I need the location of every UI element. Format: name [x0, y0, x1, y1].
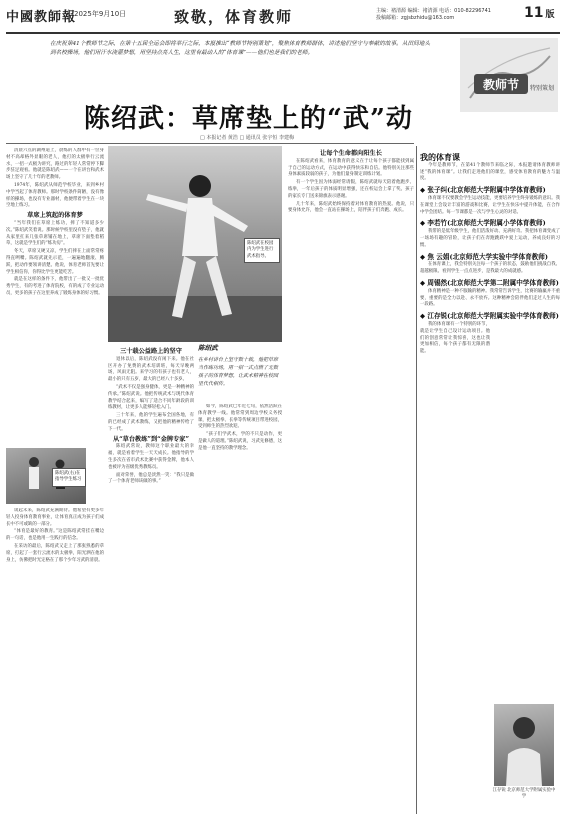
article-column-4 [288, 148, 414, 814]
teacher-heading: ◆ 周锡然(北京师范大学第二附属中学体育教师) [420, 278, 559, 287]
page-number [522, 5, 560, 29]
article-column-1-lower [6, 508, 104, 816]
issue-date: 2025年9月10日 [74, 10, 127, 18]
paragraph: 陈绍武常说，教师这个职业最大的幸福，就是看着学生一天天成长。他指导的学生多次在省市武术比赛中获得金牌，他本人也被评为省级优秀教练员。 [108, 444, 194, 470]
subheading: 草席上筑起的体育梦 [27, 212, 83, 220]
paragraph: 三十年来，他的学生遍布全国各地，有的已经成了武术教练，又把他的精神传给了下一代。 [108, 413, 194, 432]
portrait-caption: 江存锐 北京师范大学附属实验中学 [492, 788, 556, 799]
page-number-value: 11 [524, 5, 544, 21]
editor-info [376, 8, 491, 22]
headline-rule [6, 143, 414, 144]
paragraph: 面对荣誉，他总是淡然一笑：“我只是做了一个体育老师该做的事。” [108, 472, 194, 485]
teacher-heading: ◆ 焦 云娟(北京师范大学实验中学体育教师) [420, 252, 548, 261]
paragraph: 在采访的最后，陈绍武又走上了那张熟悉的草席，打起了一套行云流水的太极拳，阳光洒在他的身上，仿佛把时光定格在了那个少年习武的清晨。 [6, 543, 104, 563]
editor-line: 主编：褚清源 编辑：褚清源 电话：010-82296741 [376, 8, 491, 14]
badge-title: 教师节 [482, 78, 520, 92]
article-column-2 [108, 346, 194, 814]
newspaper-logo: 中國教師報 [6, 10, 77, 25]
badge-graphic [460, 38, 558, 112]
article-column-3 [198, 404, 282, 814]
teacher-text: 体育精神是一种不服输的精神。我常常告诉学生，比赛的输赢并不重要，重要的是全力以赴、永不放弃。这种精神会陪伴他们走过人生的每一段路。 [420, 288, 560, 308]
lead-paragraph: 在庆祝第41个教师节之际，在第十五届全运会即将举行之际，本报推出“教师节特别策划”，聚焦体育教师群体，讲述他们坚守与奉献的故事。从田间地头到名校操场，他们用汗水浇灌梦想，用坚持点亮人生，这里有最动人的“体育课”——他们也是我们的老师。 [50, 41, 430, 56]
paragraph: 谈起未来，陈绍武充满期待。他希望有更多年轻人投身体育教育事业，让体育真正成为孩子们成长中不可或缺的一部分。 [6, 508, 104, 527]
paragraph: “当年我们在草席上练功，摔了不知道多少次。”陈绍武笑着说。那时候学校里没有垫子，他就从家里扛来几张草席铺在地上，草席下面垫着稻草，这就是学生们的“练功房”。 [6, 220, 104, 247]
paragraph: 清晨六点的湖州道上，晨练的人群中有一位身材不高却格外显眼的老人，他打的太极拳行云流水，一招一式极为讲究，路过的年轻人常常停下脚步驻足观看。他就是陈绍武——一个在讲台和武术场上坚守了几十年的老教师。 [6, 148, 104, 181]
paragraph: 1974年，陈绍武从师范学校毕业，来到乡村中学当起了体育教师。那时学校条件简陋，没有像样的操场，也没有专业器材，他便带着学生在一块空地上练习。 [6, 182, 104, 209]
teachers-day-badge [460, 38, 558, 112]
sidebar-title: 我的体育课 [420, 152, 460, 162]
section-title: 致敬，体育教师 [174, 8, 294, 26]
pull-quote [198, 342, 282, 388]
paragraph: 退休以后，陈绍武没有闲下来。他在社区开办了免费的武术培训班，每天早晚两场，风雨无阻。来学习的有孩子也有老人，最小的只有五岁，最大的已经八十多岁。 [108, 356, 194, 383]
teacher-heading: ◆ 江存锐(北京师范大学附属实验中学体育教师) [420, 312, 559, 321]
column-divider [416, 146, 417, 814]
paragraph: 如今，陈绍武已年近七旬，依然活跃在体育教学一线。他常常到周边学校义务授课，把太极拳、长拳等传统项目带进校园，受到师生的热烈欢迎。 [198, 404, 282, 430]
inset-photo [6, 448, 86, 504]
paragraph: “武术不仅是强身健体，更是一种精神的传承。”陈绍武说。他把传统武术与现代体育教学结合起来，编写了适合不同年龄段的训练教材，让更多人能够轻松入门。 [108, 384, 194, 411]
paragraph: 冬天，草席又硬又凉，学生们摔在上面常常疼得直咧嘴。陈绍武就先示范，一遍遍地翻滚、腾跃，把动作要领讲清楚。他说，体育老师首先要让学生相信你，你得比学生更能吃苦。 [6, 249, 104, 275]
inset-caption: 陈绍武(右)在指导学生练习 [52, 468, 86, 487]
paragraph: 在陈绍武看来，体育教育的意义在于让每个孩子都能找到属于自己的运动方式，在运动中获得快乐和自信。他特别关注那些身体素质较弱的孩子，为他们量身制定训练计划。 [288, 158, 414, 178]
article-headline: 陈绍武：草席垫上的“武”动 [84, 104, 413, 134]
subheading: 从“草台教练”到“金牌专家” [112, 435, 190, 443]
paragraph: 有一个学生因为体弱经常请假，陈绍武就每天陪着他跑步、练拳，一年后孩子的体质明显增强，还在校运会上拿了奖。孩子的家长专门送来锦旗表示感谢。 [288, 180, 414, 199]
main-photo [108, 146, 282, 342]
email-line: 投稿邮箱：zgjsbzhidu@163.com [376, 15, 455, 21]
badge-subtitle: 特别策划 [530, 85, 555, 92]
subheading: 让每个生命都向阳生长 [320, 150, 382, 157]
subheading: 三十载公益路上的坚守 [120, 348, 182, 355]
sidebar-intro: 今年是教师节，在第41个教师节来临之际，本报邀请体育教师讲述“我的体育课”。让我们走进他们的课堂，感受体育教育的魅力与温度。 [420, 162, 560, 182]
teacher-heading: ◆ 李若竹(北京师范大学附属小学体育教师) [420, 219, 546, 228]
teacher-text: 我带的是低年级学生，他们活泼好动、充满好奇。我把体育课变成了一场场有趣的冒险，让孩子们在奔跑跳跃中爱上运动，养成良好的习惯。 [420, 229, 560, 248]
teacher-text: 在体育课上，我会特别关注每一个孩子的状态，鼓励他们挑战自我、超越极限。看到学生一点点进步，是我最大的成就感。 [420, 262, 560, 275]
paragraph: “孩子们学武术，学的不只是动作，更是做人的道理。”陈绍武说，习武先修德，这是他一直坚持的教学理念。 [198, 432, 282, 451]
teacher-heading: ◆ 张子纠(北京师范大学附属中学体育教师) [420, 186, 546, 195]
paragraph: 几十年来，陈绍武始终保持着对体育教育的热爱。他说，只要身体允许，他会一直站在操场上，陪伴孩子们奔跑、成长。 [288, 201, 414, 214]
pull-quote-title: 陈绍武 [198, 344, 218, 352]
teacher-text: 体育课不仅要教会学生运动技能，更要培养学生终身锻炼的意识。我在课堂上会设计丰富的游戏和比赛，让学生在快乐中提升体能，在合作中学会团结。每一节课都是一次与学生心灵的对话。 [420, 195, 560, 215]
paragraph: 就是在这样的条件下，他带出了一批又一批优秀学生，有的考进了体育院校，有的成了专业运动员，更多的孩子在这里养成了锻炼身体的好习惯。 [6, 277, 104, 296]
pull-quote-body: 在乡村讲台上坚守数十载，他把草席当作练功场，用一招一式点燃了无数孩子的体育梦想，让武术精神在校园里代代相传。 [198, 357, 279, 387]
page-number-suffix: 版 [545, 10, 555, 20]
teacher-portrait [494, 704, 554, 786]
paragraph: “体育是最好的教育。”这是陈绍武常挂在嘴边的一句话，也是他用一生践行的信念。 [6, 529, 104, 542]
masthead [6, 4, 560, 34]
article-byline: □ 本报记者 黄浩 □ 通讯员 张宇恒 李建梅 [200, 135, 294, 141]
teacher-text: 我的体育课有一个特别的环节，就是让学生自己设计运动项目。他们的创意常常让我惊喜，这也让我更加相信，每个孩子都有无限的潜能。 [420, 321, 490, 355]
portrait-figure [494, 704, 554, 786]
photo-caption: 陈绍武在校园内为学生进行武术指导。 [244, 238, 280, 263]
article-column-1 [6, 148, 104, 446]
